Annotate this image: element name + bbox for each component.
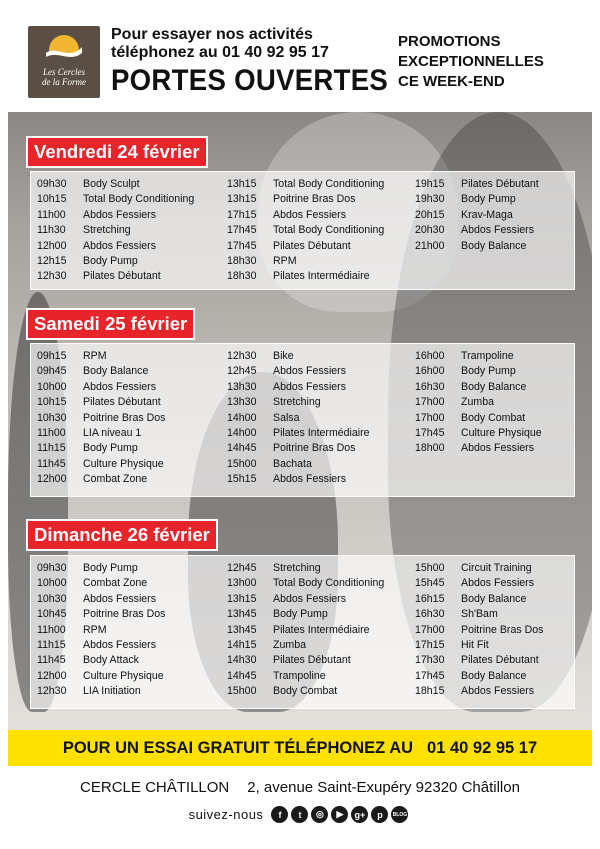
class-time: 20h30 bbox=[415, 224, 445, 237]
class-time: 10h30 bbox=[37, 411, 67, 424]
class-name: Salsa bbox=[273, 411, 300, 424]
class-time: 13h45 bbox=[227, 623, 257, 636]
class-name: Abdos Fessiers bbox=[83, 380, 157, 393]
class-time: 14h45 bbox=[227, 669, 257, 682]
class-name: Abdos Fessiers bbox=[83, 592, 157, 605]
class-name: Pilates Intermédiaire bbox=[273, 426, 370, 439]
class-name: Abdos Fessiers bbox=[83, 208, 157, 221]
class-time: 20h15 bbox=[415, 208, 445, 221]
class-time: 15h00 bbox=[227, 685, 257, 698]
schedule-row bbox=[37, 224, 223, 239]
class-time: 16h30 bbox=[415, 608, 445, 621]
class-name: RPM bbox=[83, 350, 107, 362]
class-name: Stretching bbox=[83, 224, 131, 237]
social-links bbox=[0, 806, 600, 823]
class-time: 14h00 bbox=[227, 411, 257, 424]
schedule-row bbox=[37, 562, 223, 577]
class-name: Bachata bbox=[273, 457, 312, 470]
schedule-row bbox=[415, 670, 600, 685]
class-time: 10h00 bbox=[37, 380, 67, 393]
schedule-row bbox=[37, 670, 223, 685]
class-time: 15h00 bbox=[227, 457, 257, 470]
schedule-row bbox=[37, 350, 223, 365]
class-time: 18h30 bbox=[227, 254, 257, 267]
call-to-action-banner bbox=[8, 730, 592, 766]
schedule-row bbox=[415, 350, 600, 365]
class-time: 10h00 bbox=[37, 577, 67, 590]
class-name: Zumba bbox=[273, 638, 306, 651]
class-time: 10h15 bbox=[37, 396, 67, 409]
class-time: 11h45 bbox=[37, 654, 66, 667]
schedule-row bbox=[227, 412, 413, 427]
class-name: Pilates Débutant bbox=[273, 239, 351, 252]
schedule-column bbox=[415, 562, 600, 701]
class-name: Abdos Fessiers bbox=[461, 577, 535, 590]
class-time: 09h30 bbox=[37, 178, 67, 190]
class-time: 12h15 bbox=[37, 254, 67, 267]
class-time: 14h00 bbox=[227, 426, 257, 439]
schedule-row bbox=[37, 473, 223, 488]
schedule-column bbox=[227, 178, 413, 286]
class-name: Krav-Maga bbox=[461, 208, 513, 221]
schedule-row bbox=[227, 624, 413, 639]
class-name: Body Balance bbox=[461, 592, 527, 605]
schedule-row bbox=[227, 365, 413, 380]
class-time: 17h00 bbox=[415, 396, 445, 409]
schedule-column bbox=[37, 178, 223, 286]
schedule-row bbox=[415, 593, 600, 608]
schedule-row bbox=[37, 577, 223, 592]
class-time: 18h15 bbox=[415, 685, 445, 698]
class-name: Abdos Fessiers bbox=[273, 473, 347, 486]
day-banner-friday: Vendredi 24 février bbox=[26, 136, 208, 168]
schedule-row bbox=[227, 442, 413, 457]
class-name: Zumba bbox=[461, 396, 494, 409]
schedule-row bbox=[37, 193, 223, 208]
class-name: Pilates Intermédiaire bbox=[273, 270, 370, 283]
schedule-row bbox=[227, 381, 413, 396]
schedule-row bbox=[415, 412, 600, 427]
schedule-row bbox=[37, 365, 223, 380]
schedule-row bbox=[37, 593, 223, 608]
class-name: Total Body Conditioning bbox=[273, 224, 385, 237]
class-time: 10h15 bbox=[37, 193, 67, 206]
schedule-row bbox=[37, 270, 223, 285]
class-name: Abdos Fessiers bbox=[461, 685, 535, 698]
cta-phone-number[interactable]: 01 40 92 95 17 bbox=[427, 739, 538, 757]
schedule-row bbox=[415, 442, 600, 457]
class-name: Total Body Conditioning bbox=[273, 178, 385, 190]
class-name: Culture Physique bbox=[461, 426, 542, 439]
class-time: 09h45 bbox=[37, 365, 67, 378]
class-time: 19h15 bbox=[415, 178, 445, 190]
day-banner-saturday: Samedi 25 février bbox=[26, 308, 195, 340]
schedule-row bbox=[415, 427, 600, 442]
promo-line-2: EXCEPTIONNELLES bbox=[398, 53, 544, 70]
class-name: Body Pump bbox=[461, 365, 516, 378]
class-time: 16h15 bbox=[415, 592, 445, 605]
class-name: Trampoline bbox=[273, 669, 326, 682]
class-name: Body Combat bbox=[273, 685, 338, 698]
class-time: 17h30 bbox=[415, 654, 445, 667]
schedule-row bbox=[415, 624, 600, 639]
schedule-row bbox=[227, 593, 413, 608]
schedule-row bbox=[37, 458, 223, 473]
schedule-saturday bbox=[30, 343, 575, 497]
schedule-row bbox=[415, 240, 600, 255]
logo-line-1: Les Cercles bbox=[43, 67, 85, 77]
class-name: Body Pump bbox=[461, 193, 516, 206]
class-time: 21h00 bbox=[415, 239, 445, 252]
schedule-row bbox=[227, 224, 413, 239]
class-name: Hit Fit bbox=[461, 638, 489, 651]
schedule-row bbox=[227, 240, 413, 255]
class-name: Body Pump bbox=[83, 254, 138, 267]
class-time: 12h00 bbox=[37, 669, 67, 682]
class-name: Trampoline bbox=[461, 350, 514, 362]
class-name: Body Balance bbox=[83, 365, 149, 378]
schedule-row bbox=[37, 396, 223, 411]
class-name: Body Pump bbox=[83, 562, 138, 574]
class-name: Body Attack bbox=[83, 654, 139, 667]
schedule-row bbox=[227, 396, 413, 411]
youtube-icon[interactable]: ▶ bbox=[331, 806, 348, 823]
class-time: 11h15 bbox=[37, 442, 66, 455]
class-time: 09h30 bbox=[37, 562, 67, 574]
schedule-row bbox=[415, 654, 600, 669]
schedule-row bbox=[415, 178, 600, 193]
schedule-row bbox=[415, 209, 600, 224]
schedule-row bbox=[227, 178, 413, 193]
class-time: 12h45 bbox=[227, 365, 257, 378]
class-name: Poitrine Bras Dos bbox=[83, 411, 166, 424]
schedule-sunday bbox=[30, 555, 575, 709]
header-line-1: Pour essayer nos activités bbox=[111, 26, 313, 43]
class-name: Abdos Fessiers bbox=[273, 365, 347, 378]
class-time: 14h30 bbox=[227, 654, 257, 667]
class-name: Body Combat bbox=[461, 411, 526, 424]
twitter-icon[interactable]: t bbox=[291, 806, 308, 823]
class-time: 17h15 bbox=[415, 638, 445, 651]
class-name: Body Pump bbox=[273, 608, 328, 621]
class-time: 17h15 bbox=[227, 208, 257, 221]
class-time: 17h00 bbox=[415, 411, 445, 424]
class-time: 12h30 bbox=[227, 350, 257, 362]
class-time: 12h30 bbox=[37, 685, 67, 698]
class-time: 16h30 bbox=[415, 380, 445, 393]
schedule-row bbox=[227, 255, 413, 270]
class-time: 17h45 bbox=[227, 239, 257, 252]
class-name: Body Balance bbox=[461, 669, 527, 682]
schedule-row bbox=[227, 654, 413, 669]
schedule-row bbox=[415, 685, 600, 700]
schedule-row bbox=[415, 365, 600, 380]
schedule-row bbox=[37, 427, 223, 442]
schedule-column bbox=[227, 350, 413, 489]
schedule-row bbox=[227, 270, 413, 285]
class-time: 17h45 bbox=[415, 669, 445, 682]
class-time: 15h00 bbox=[415, 562, 445, 574]
class-name: Abdos Fessiers bbox=[83, 239, 157, 252]
schedule-row bbox=[37, 209, 223, 224]
page-title: PORTES OUVERTES bbox=[111, 64, 389, 97]
club-logo bbox=[28, 26, 100, 98]
schedule-row bbox=[227, 350, 413, 365]
class-name: Combat Zone bbox=[83, 473, 148, 486]
class-time: 13h30 bbox=[227, 380, 257, 393]
schedule-row bbox=[227, 427, 413, 442]
sun-wave-logo-icon bbox=[42, 33, 86, 65]
schedule-friday bbox=[30, 171, 575, 290]
schedule-row bbox=[415, 639, 600, 654]
schedule-row bbox=[37, 178, 223, 193]
schedule-row bbox=[37, 240, 223, 255]
cta-text: POUR UN ESSAI GRATUIT TÉLÉPHONEZ AU bbox=[62, 739, 414, 757]
club-name: CERCLE CHÂTILLON bbox=[80, 779, 230, 796]
class-name: Abdos Fessiers bbox=[83, 638, 157, 651]
promo-line-3: CE WEEK-END bbox=[398, 73, 505, 90]
schedule-row bbox=[415, 608, 600, 623]
schedule-column bbox=[37, 562, 223, 701]
class-name: Total Body Conditioning bbox=[83, 193, 195, 206]
schedule-row bbox=[227, 562, 413, 577]
class-name: Abdos Fessiers bbox=[273, 592, 347, 605]
header-line-2: téléphonez au 01 40 92 95 17 bbox=[111, 44, 329, 61]
class-time: 10h30 bbox=[37, 592, 67, 605]
class-time: 13h45 bbox=[227, 608, 257, 621]
schedule-row bbox=[415, 224, 600, 239]
class-time: 17h00 bbox=[415, 623, 445, 636]
schedule-row bbox=[37, 654, 223, 669]
class-name: Body Pump bbox=[83, 442, 138, 455]
schedule-column bbox=[227, 562, 413, 701]
class-name: Abdos Fessiers bbox=[273, 380, 347, 393]
schedule-row bbox=[37, 685, 223, 700]
class-name: Abdos Fessiers bbox=[273, 208, 347, 221]
schedule-row bbox=[415, 381, 600, 396]
class-time: 11h00 bbox=[37, 426, 66, 439]
schedule-row bbox=[227, 458, 413, 473]
schedule-row bbox=[227, 473, 413, 488]
schedule-column bbox=[415, 178, 600, 255]
google-plus-icon[interactable]: g+ bbox=[351, 806, 368, 823]
club-address bbox=[0, 779, 600, 796]
class-time: 18h30 bbox=[227, 270, 257, 283]
class-time: 12h00 bbox=[37, 473, 67, 486]
class-name: Stretching bbox=[273, 562, 321, 574]
class-name: Abdos Fessiers bbox=[461, 442, 535, 455]
schedule-column bbox=[415, 350, 600, 458]
class-time: 14h15 bbox=[227, 638, 257, 651]
class-name: Pilates Intermédiaire bbox=[273, 623, 370, 636]
header-text bbox=[111, 26, 389, 98]
promo-line-1: PROMOTIONS bbox=[398, 33, 501, 50]
class-name: Culture Physique bbox=[83, 669, 164, 682]
schedule-row bbox=[227, 193, 413, 208]
class-time: 11h00 bbox=[37, 208, 66, 221]
schedule-row bbox=[415, 193, 600, 208]
schedule-row bbox=[227, 685, 413, 700]
logo-text bbox=[42, 67, 86, 87]
schedule-row bbox=[415, 562, 600, 577]
class-time: 13h15 bbox=[227, 178, 257, 190]
logo-line-2: de la Forme bbox=[42, 77, 86, 87]
schedule-row bbox=[37, 255, 223, 270]
class-name: RPM bbox=[83, 623, 107, 636]
class-time: 14h45 bbox=[227, 442, 257, 455]
class-name: LIA Initiation bbox=[83, 685, 141, 698]
schedule-row bbox=[227, 670, 413, 685]
class-time: 12h00 bbox=[37, 239, 67, 252]
class-name: Poitrine Bras Dos bbox=[461, 623, 544, 636]
class-name: Poitrine Bras Dos bbox=[273, 193, 356, 206]
class-name: Culture Physique bbox=[83, 457, 164, 470]
class-time: 13h00 bbox=[227, 577, 257, 590]
schedule-column bbox=[37, 350, 223, 489]
facebook-icon[interactable]: f bbox=[271, 806, 288, 823]
class-time: 15h45 bbox=[415, 577, 445, 590]
follow-us-label: suivez-nous bbox=[188, 807, 264, 822]
class-name: Body Sculpt bbox=[83, 178, 140, 190]
class-time: 13h15 bbox=[227, 193, 257, 206]
class-name: Pilates Débutant bbox=[83, 270, 161, 283]
class-name: Pilates Débutant bbox=[83, 396, 161, 409]
class-name: Bike bbox=[273, 350, 294, 362]
class-time: 16h00 bbox=[415, 365, 445, 378]
schedule-row bbox=[37, 412, 223, 427]
class-time: 16h00 bbox=[415, 350, 445, 362]
class-name: Pilates Débutant bbox=[461, 654, 539, 667]
schedule-row bbox=[227, 209, 413, 224]
street-address: 2, avenue Saint-Exupéry 92320 Châtillon bbox=[247, 779, 520, 796]
class-name: Sh'Bam bbox=[461, 608, 498, 621]
class-name: Poitrine Bras Dos bbox=[83, 608, 166, 621]
day-banner-sunday: Dimanche 26 février bbox=[26, 519, 218, 551]
class-name: LIA niveau 1 bbox=[83, 426, 142, 439]
class-time: 12h30 bbox=[37, 270, 67, 283]
class-name: Combat Zone bbox=[83, 577, 148, 590]
class-time: 11h45 bbox=[37, 457, 66, 470]
class-time: 11h15 bbox=[37, 638, 66, 651]
class-time: 13h15 bbox=[227, 592, 257, 605]
class-time: 12h45 bbox=[227, 562, 257, 574]
class-name: Pilates Débutant bbox=[273, 654, 351, 667]
class-name: Abdos Fessiers bbox=[461, 224, 535, 237]
promotions-text bbox=[398, 32, 598, 92]
schedule-row bbox=[37, 624, 223, 639]
class-time: 11h00 bbox=[37, 623, 66, 636]
class-time: 18h00 bbox=[415, 442, 445, 455]
schedule-row bbox=[227, 577, 413, 592]
blog-icon[interactable]: BLOG bbox=[391, 806, 408, 823]
schedule-row bbox=[227, 608, 413, 623]
class-time: 17h45 bbox=[227, 224, 257, 237]
class-name: Circuit Training bbox=[461, 562, 532, 574]
class-name: Stretching bbox=[273, 396, 321, 409]
class-time: 17h45 bbox=[415, 426, 445, 439]
class-name: Body Balance bbox=[461, 239, 527, 252]
schedule-row bbox=[415, 396, 600, 411]
class-time: 09h15 bbox=[37, 350, 67, 362]
header bbox=[0, 0, 600, 112]
class-time: 11h30 bbox=[37, 224, 66, 237]
instagram-icon[interactable]: ◎ bbox=[311, 806, 328, 823]
class-time: 19h30 bbox=[415, 193, 445, 206]
schedule-row bbox=[227, 639, 413, 654]
class-name: Poitrine Bras Dos bbox=[273, 442, 356, 455]
schedule-row bbox=[37, 639, 223, 654]
class-time: 10h45 bbox=[37, 608, 67, 621]
schedule-row bbox=[37, 442, 223, 457]
schedule-row bbox=[37, 608, 223, 623]
class-name: Body Balance bbox=[461, 380, 527, 393]
class-name: RPM bbox=[273, 254, 297, 267]
class-time: 13h30 bbox=[227, 396, 257, 409]
class-name: Pilates Débutant bbox=[461, 178, 539, 190]
class-time: 15h15 bbox=[227, 473, 257, 486]
pinterest-icon[interactable]: p bbox=[371, 806, 388, 823]
schedule-row bbox=[37, 381, 223, 396]
schedule-row bbox=[415, 577, 600, 592]
class-name: Total Body Conditioning bbox=[273, 577, 385, 590]
